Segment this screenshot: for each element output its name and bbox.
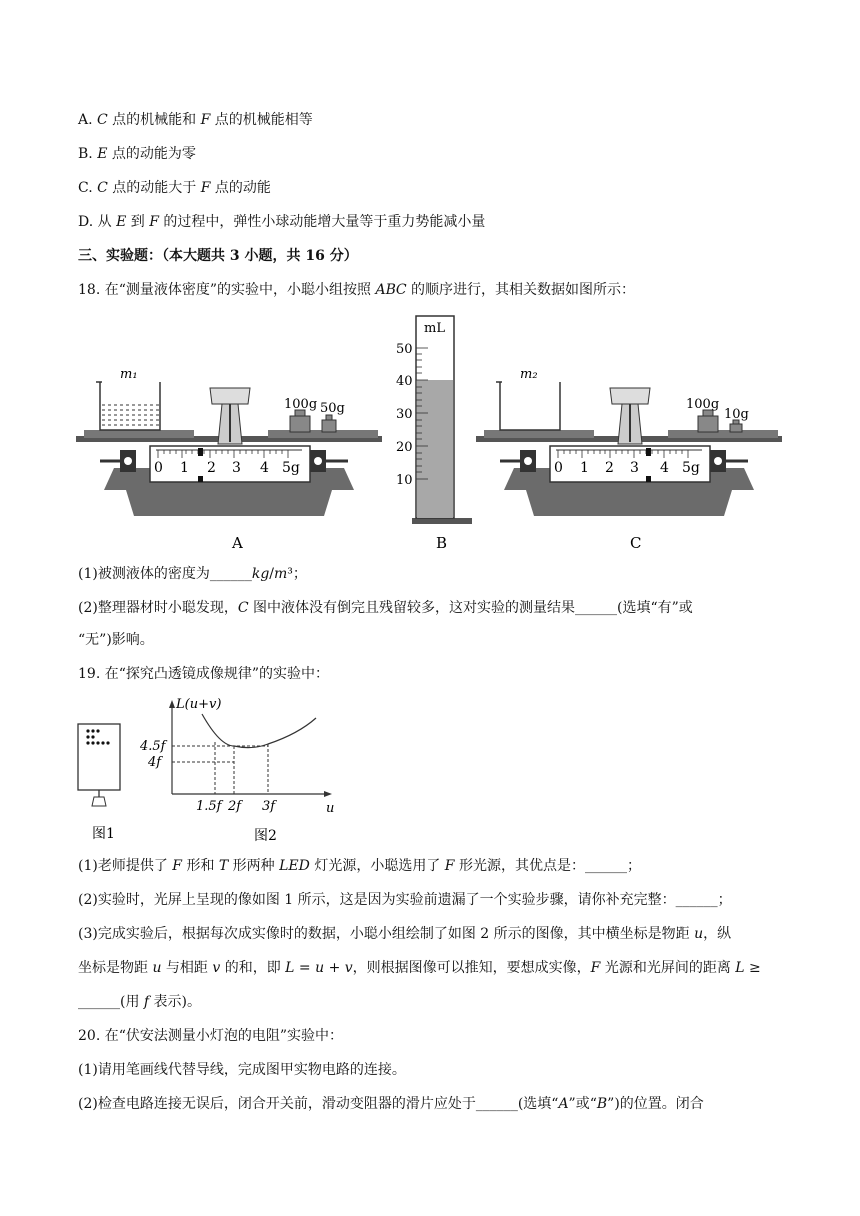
option-a: A. 𝐶 点的机械能和 𝐹 点的机械能相等: [78, 112, 313, 128]
scale-tick: 4: [260, 460, 269, 476]
weight-label: 10g: [724, 407, 749, 422]
figure-label-c: C: [630, 534, 642, 552]
cylinder-tick: 40: [396, 374, 413, 389]
cylinder-tick: 10: [396, 473, 413, 488]
figure-label-a: A: [232, 534, 243, 552]
cylinder-tick: 50: [396, 342, 413, 357]
m1-label: m₁: [120, 367, 138, 382]
q19-part3-line3: ______(用 𝑓 表示)。: [78, 994, 202, 1010]
graph-ylabel: L(u+v): [176, 697, 222, 712]
fig2-caption: 图2: [254, 828, 277, 844]
option-c: C. 𝐶 点的动能大于 𝐹 点的动能: [78, 180, 271, 196]
graph-figure: [139, 697, 334, 844]
scale-tick: 0: [554, 460, 563, 476]
q19-part1: (1)老师提供了 𝐹 形和 𝑇 形两种 𝐿𝐸𝐷 灯光源，小聪选用了 𝐹 形光源，其优点是：______；: [78, 858, 641, 874]
option-b: B. 𝐸 点的动能为零: [78, 146, 196, 162]
q20-stem: 20. 在“伏安法测量小灯泡的电阻”实验中：: [78, 1028, 344, 1044]
q20-part2: (2)检查电路连接无误后，闭合开关前，滑动变阻器的滑片应处于______(选填“𝐴”或“𝐵”)的位置。闭合: [78, 1096, 704, 1112]
scale-tick: 2: [207, 460, 216, 476]
scale-tick: 0: [154, 460, 163, 476]
scale-tick: 2: [605, 460, 614, 476]
scale-tick: 5g: [282, 460, 300, 476]
q19-part3-line2: 坐标是物距 𝑢 与相距 𝑣 的和，即 𝐿 = 𝑢 + 𝑣，则根据图像可以推知，要想成实像，𝐹 光源和光屏间的距离 𝐿 ≥: [78, 960, 761, 976]
x-tick: 1.5f: [196, 799, 222, 814]
section-heading: 三、实验题：（本大题共 3 小题，共 16 分）: [78, 248, 358, 264]
y-tick: 4.5f: [140, 739, 166, 754]
q18-part1: (1)被测液体的密度为______𝑘𝑔/𝑚³；: [78, 566, 307, 582]
scale-tick: 3: [630, 460, 639, 476]
weight-label: 100g: [284, 397, 318, 412]
cylinder-tick: 30: [396, 407, 413, 422]
q19-part3-line1: (3)完成实验后，根据每次成实像时的数据，小聪小组绘制了如图 2 所示的图像，其中横坐标是物距 𝑢，纵: [78, 926, 732, 942]
graduated-cylinder: [396, 316, 472, 552]
scale-tick: 1: [580, 460, 589, 476]
balance-a: [76, 367, 382, 552]
q18-part2-line1: (2)整理器材时小聪发现，𝐶 图中液体没有倒完且残留较多，这对实验的测量结果______(选填“有”或: [78, 600, 693, 616]
cylinder-unit: mL: [424, 321, 445, 336]
q18-figure: [72, 308, 792, 560]
fig1-caption: 图1: [92, 826, 115, 842]
scale-tick: 5g: [682, 460, 700, 476]
cylinder-tick: 20: [396, 440, 413, 455]
q20-part1: (1)请用笔画线代替导线，完成图甲实物电路的连接。: [78, 1062, 406, 1078]
scale-tick: 3: [232, 460, 241, 476]
y-tick: 4f: [148, 755, 162, 770]
figure-label-b: B: [436, 534, 448, 552]
m2-label: m₂: [520, 367, 538, 382]
scale-tick: 1: [180, 460, 189, 476]
q19-figures: [72, 694, 372, 852]
weight-label: 50g: [320, 401, 345, 416]
balance-c: [476, 367, 782, 552]
q19-part2: (2)实验时，光屏上呈现的像如图 1 所示，这是因为实验前遗漏了一个实验步骤，请你补充完整：______；: [78, 892, 732, 908]
q18-part2-line2: “无”)影响。: [78, 632, 154, 648]
q19-stem: 19. 在“探究凸透镜成像规律”的实验中：: [78, 666, 330, 682]
scale-tick: 4: [660, 460, 669, 476]
graph-xlabel: u: [326, 801, 335, 816]
option-d: D. 从 𝐸 到 𝐹 的过程中，弹性小球动能增大量等于重力势能减小量: [78, 214, 486, 230]
weight-label: 100g: [686, 397, 720, 412]
x-tick: 2f: [228, 799, 242, 814]
q18-stem: 18. 在“测量液体密度”的实验中，小聪小组按照 𝐴𝐵𝐶 的顺序进行，其相关数据如图所示：: [78, 282, 636, 298]
x-tick: 3f: [262, 799, 276, 814]
screen-figure: [78, 724, 120, 842]
